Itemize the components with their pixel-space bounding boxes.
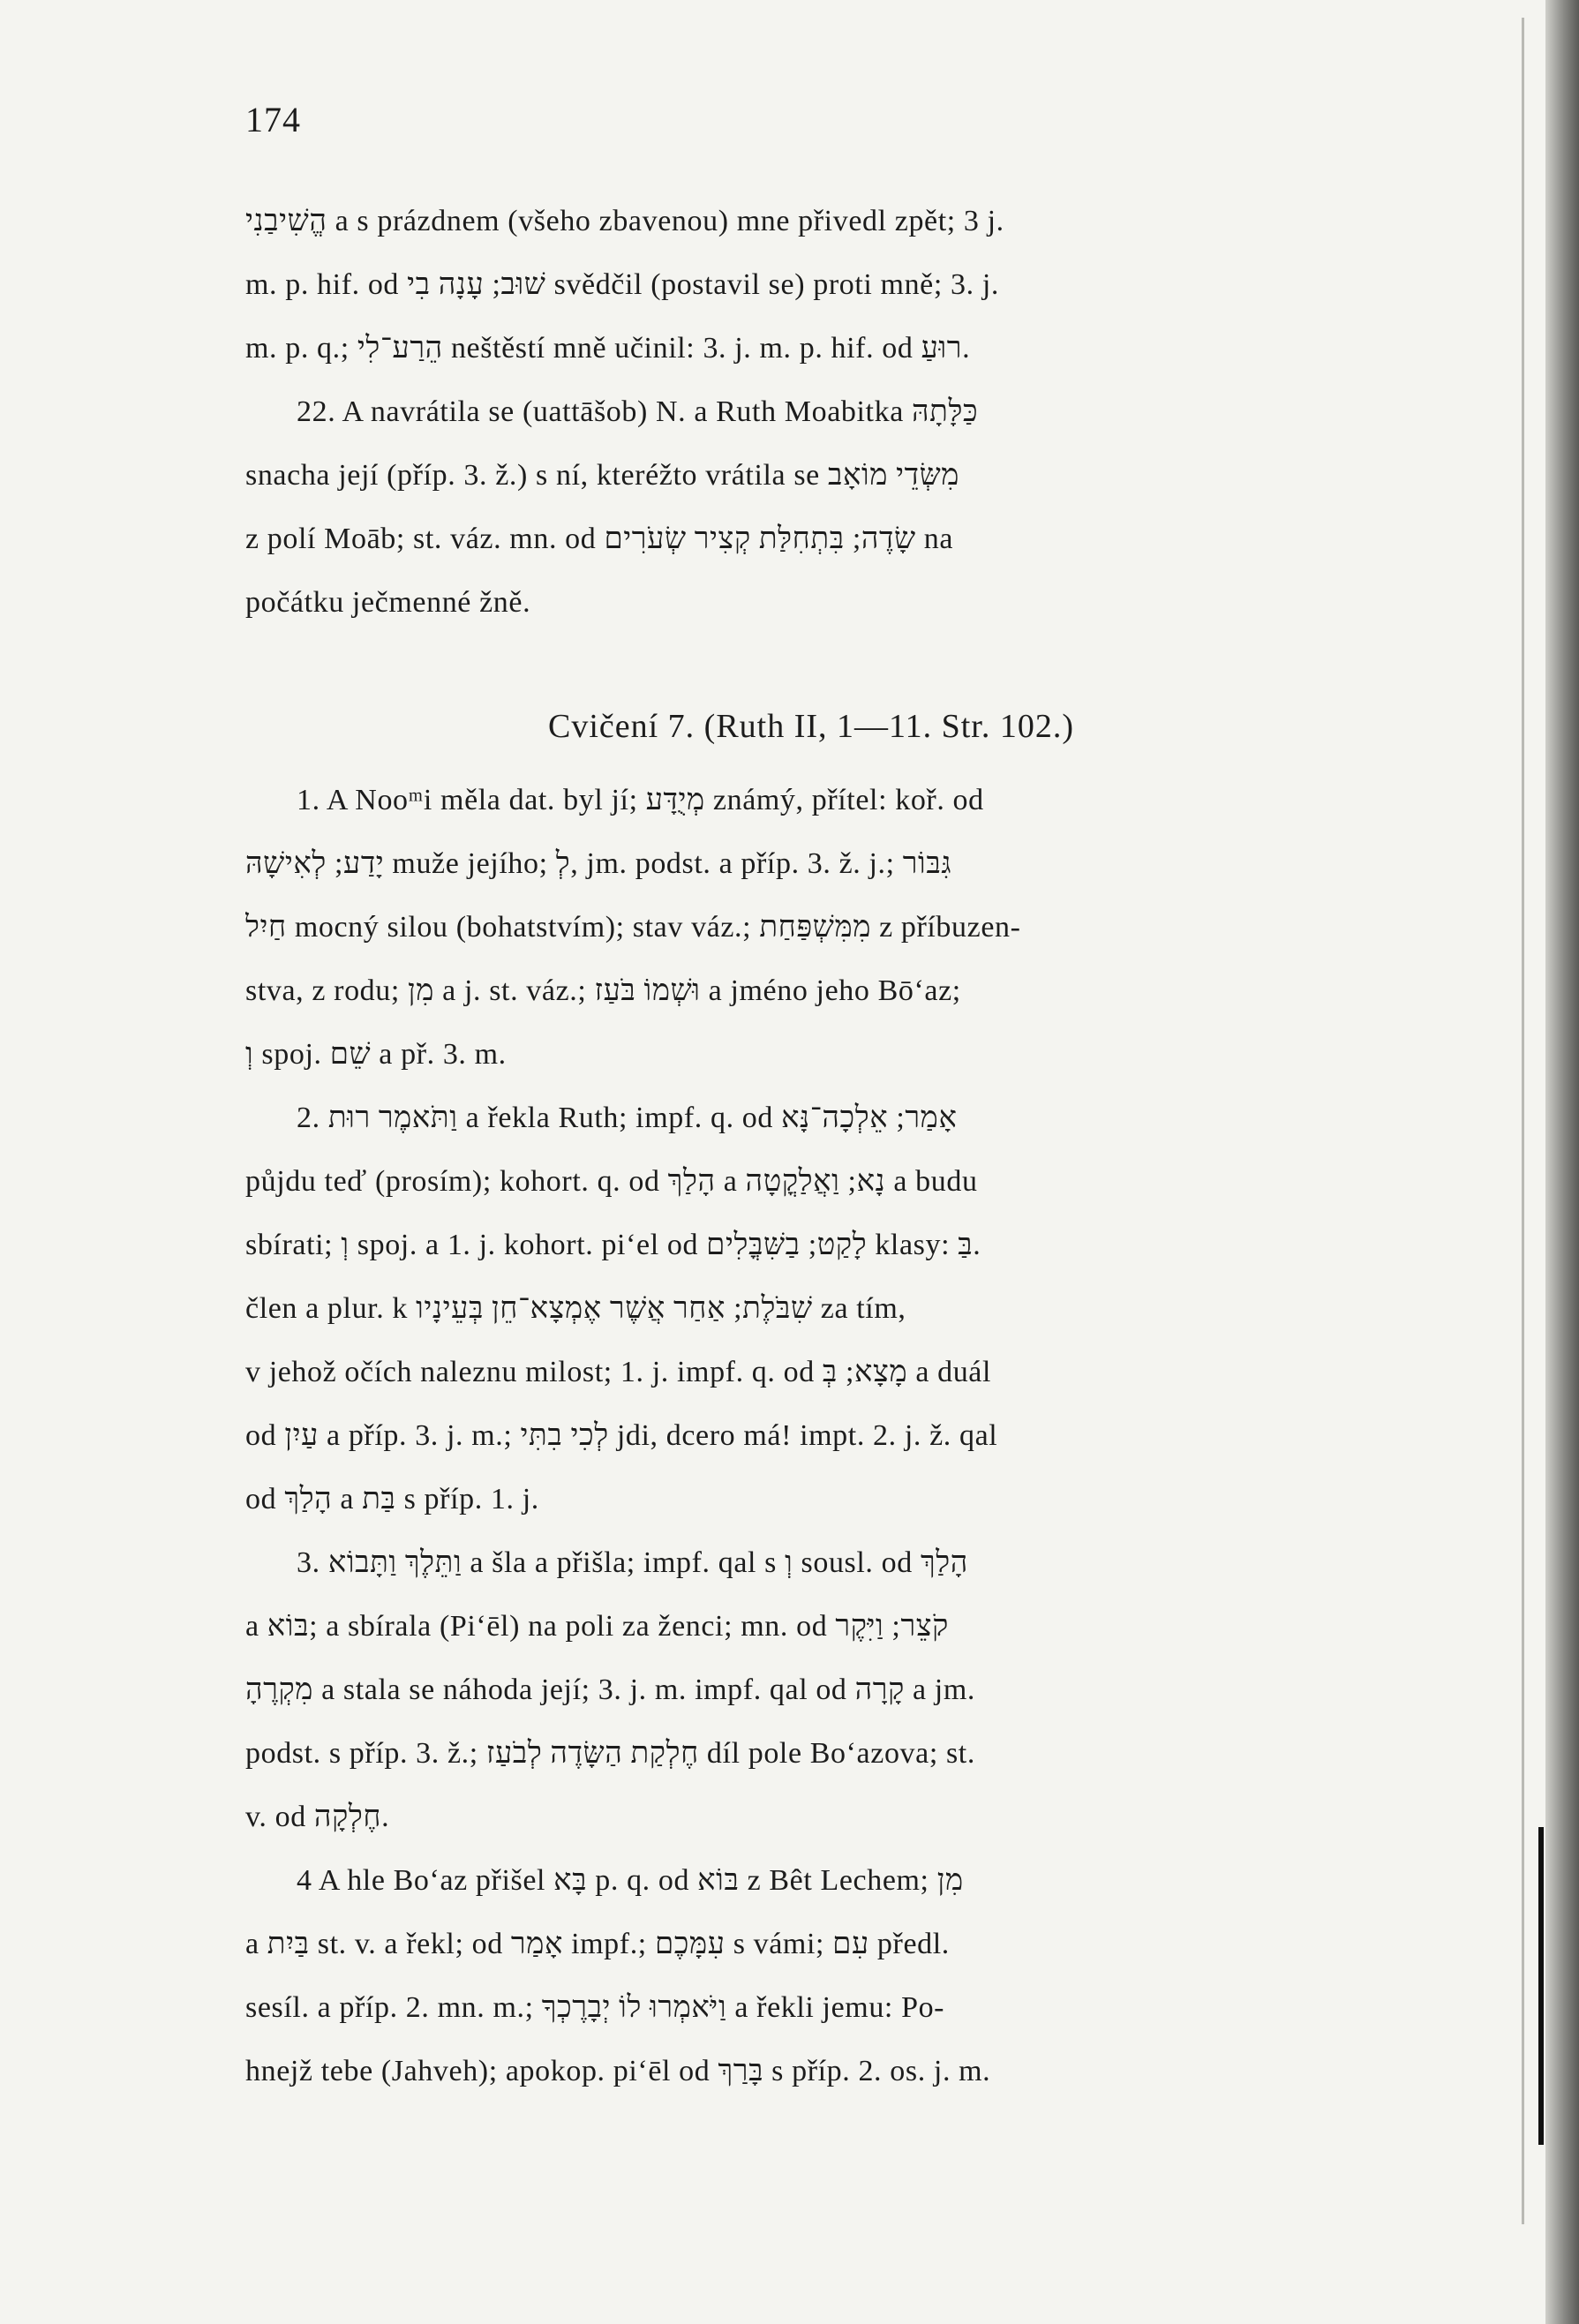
text-line: sesíl. a příp. 2. mn. m.; וַיֹּאמְרוּ לוֹ יְבָרֶכְךָ a řekli jemu: Po-: [245, 1991, 945, 2024]
text-line: od הָלַךְ a בַּת s příp. 1. j.: [245, 1483, 539, 1515]
text-line: v. od חֶלְקָה.: [245, 1801, 390, 1833]
text-line: 22. A navrátila se (uattāšob) N. a Ruth Moabitka כַּלָּתָהּ: [297, 395, 979, 428]
text-line: z polí Moāb; st. váz. mn. od שָׂדֶה; בִּתְחִלַּת קְצִיר שְׂעֹרִים na: [245, 523, 954, 555]
text-line: 1. A Nooᵐi měla dat. byl jí; מְיֻדָּע známý, přítel: koř. od: [297, 784, 984, 816]
text-line: הֱשִׁיבַנִי a s prázdnem (všeho zbavenou) mne přivedl zpět; 3 j.: [245, 205, 1004, 237]
exercise-heading: Cvičení 7. (Ruth II, 1—11. Str. 102.): [547, 708, 1075, 745]
page-edge-shadow: [1545, 0, 1579, 2324]
text-line: podst. s příp. 3. ž.; חֶלְקַת הַשָּׂדֶה לְבֹעַז díl pole Boʻazova; st.: [245, 1737, 975, 1770]
page-number: 174: [245, 100, 301, 139]
text-line: v jehož očích naleznu milost; 1. j. impf. q. od מָצָא; בְּ a duál: [245, 1356, 992, 1388]
text-line: יָדַע; לְאִישָׁהּ muže jejího; לְ, jm. podst. a příp. 3. ž. j.; גִּבּוֹר: [245, 847, 952, 880]
text-line: חַיִל mocný silou (bohatstvím); stav váz.; מִמִּשְׁפַּחַת z příbuzen-: [245, 911, 1021, 944]
scan-edge-mark: [1538, 1827, 1544, 2145]
paragraph-top: [245, 190, 1377, 635]
text-line: a בַּיִת st. v. a řekl; od אָמַר impf.; עִמָּכֶם s vámi; עִם předl.: [245, 1928, 950, 1960]
text-line: m. p. hif. od שׁוּב; עָנָה בִי svědčil (postavil se) proti mně; 3. j.: [245, 268, 999, 301]
text-line: půjdu teď (prosím); kohort. q. od הָלַךְ a נָא; וַאֲלַקֳטָה a budu: [245, 1165, 978, 1198]
text-line: m. p. q.; הֵרַע־לִי neštěstí mně učinil: 3. j. m. p. hif. od רוּעַ.: [245, 332, 971, 365]
text-line: sbírati; וְ spoj. a 1. j. kohort. piʻel od לָקַט; בַשִּׁבֳּלִים klasy: בַּ.: [245, 1229, 981, 1261]
text-line: počátku ječmenné žně.: [245, 586, 531, 619]
text-line: od עַיִן a příp. 3. j. m.; לְכִי בִתִּי jdi, dcero má! impt. 2. j. ž. qal: [245, 1419, 998, 1452]
text-line: וְ spoj. שֵׁם a př. 3. m.: [245, 1038, 507, 1071]
text-line: 3. וַתֵּלֶךְ וַתָּבוֹא a šla a přišla; impf. qal s וְ sousl. od הָלַךְ: [297, 1546, 968, 1579]
text-line: מִקְרֶהָ a stala se náhoda její; 3. j. m. impf. qal od קָרָה a jm.: [245, 1673, 975, 1706]
page-content: [245, 99, 1377, 2103]
text-line: snacha její (příp. 3. ž.) s ní, kteréžto vrátila se מִשְּׂדֵי מוֹאָב: [245, 459, 960, 492]
text-line: stva, z rodu; מִן a j. st. váz.; וּשְׁמוֹ בֹּעַז a jméno jeho Bōʻaz;: [245, 974, 961, 1007]
text-line: 4 A hle Boʻaz přišel בָּא p. q. od בּוֹא z Bêt Lechem; מִן: [297, 1864, 964, 1897]
text-line: hnejž tebe (Jahveh); apokop. piʻēl od בָּרַךְ s příp. 2. os. j. m.: [245, 2055, 991, 2087]
text-line: 2. וַתֹּאמֶר רוּת a řekla Ruth; impf. q. od אָמַר; אֵלְכָה־נָּא: [297, 1102, 958, 1134]
text-line: a בּוֹא; a sbírala (Piʻēl) na poli za ženci; mn. od קֹצֵר; וַיִּקֶר: [245, 1610, 949, 1643]
text-line: člen a plur. k שִׁבֹּלֶת; אַחַר אֲשֶׁר אֶמְצָא־חֵן בְּעֵינָיו za tím,: [245, 1292, 906, 1325]
paragraph-exercise: [245, 769, 1377, 2103]
page-fold-line: [1522, 18, 1524, 2224]
